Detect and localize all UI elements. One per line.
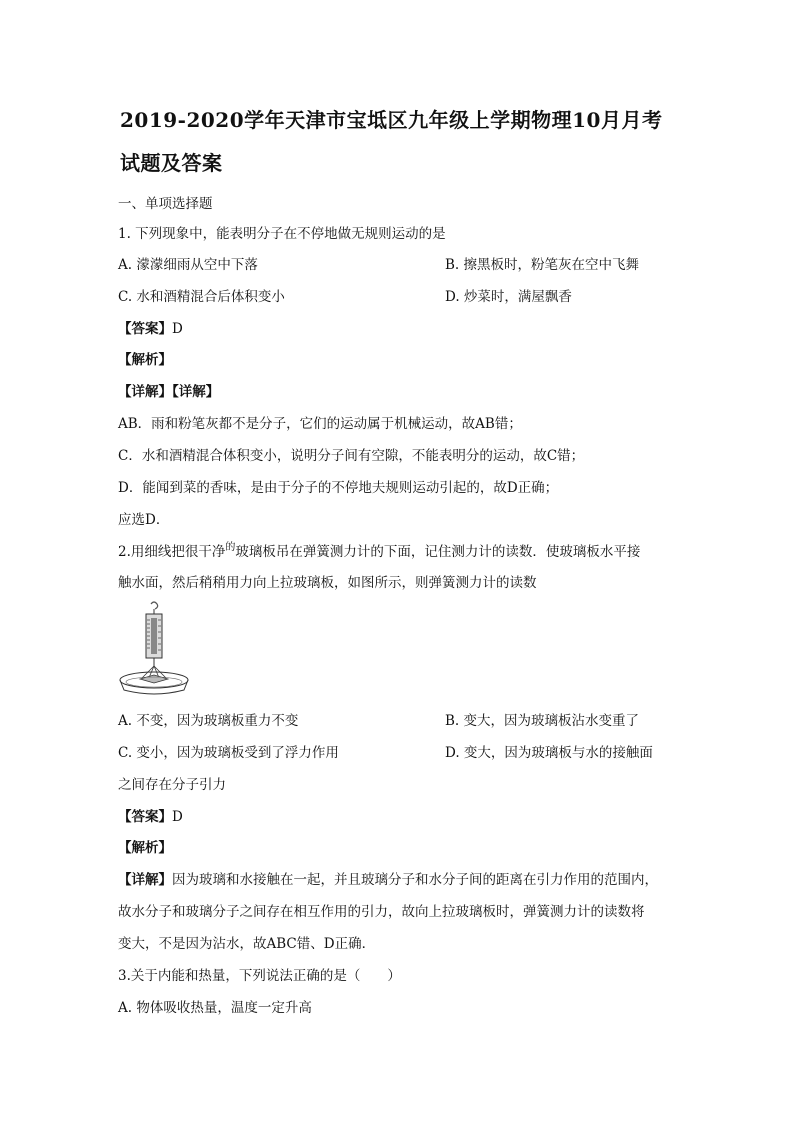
q2-option-d: D. 变大，因为玻璃板与水的接触面	[445, 745, 653, 761]
q2-answer	[118, 805, 183, 825]
q2-detail-line-3: 变大，不是因为沾水，故ABC错、D正确．	[118, 936, 376, 952]
q1-detail-label: 【详解】【详解】	[118, 384, 220, 400]
section-heading: 一、单项选择题	[118, 196, 213, 212]
document-title-line-2: 试题及答案	[120, 151, 223, 175]
q2-stem-before: 2.用细线把很干净	[118, 544, 226, 560]
q1-option-a: A. 濛濛细雨从空中下落	[118, 257, 258, 273]
q2-stem-after: 玻璃板吊在弹簧测力计的下面，记住测力计的读数．使玻璃板水平接	[235, 544, 641, 560]
document-title-line-1: 2019-2020学年天津市宝坻区九年级上学期物理10月月考	[120, 108, 663, 132]
q1-analysis-label: 【解析】	[118, 352, 172, 368]
q2-stem-line-1	[118, 540, 640, 560]
q1-option-b: B. 擦黑板时，粉笔灰在空中飞舞	[445, 257, 640, 273]
q3-stem: 3.关于内能和热量，下列说法正确的是（ ）	[118, 968, 401, 984]
q1-detail-line-3: D．能闻到菜的香味，是由于分子的不停地夫规则运动引起的，故D正确；	[118, 480, 559, 496]
q1-detail-line-2: C．水和酒精混合体积变小，说明分子间有空隙，不能表明分的运动，故C错；	[118, 448, 585, 464]
q2-option-c: C. 变小，因为玻璃板受到了浮力作用	[118, 745, 339, 761]
q2-answer-label: 【答案】	[118, 809, 172, 825]
q2-option-a: A. 不变，因为玻璃板重力不变	[118, 713, 299, 729]
q1-option-c: C. 水和酒精混合后体积变小	[118, 289, 285, 305]
q2-detail-label: 【详解】	[118, 872, 172, 888]
q1-stem: 1. 下列现象中，能表明分子在不停地做无规则运动的是	[118, 226, 446, 242]
q1-answer-label: 【答案】	[118, 321, 172, 337]
q2-answer-value: D	[172, 809, 183, 825]
spring-scale-figure	[118, 600, 190, 696]
q1-detail-line-4: 应选D．	[118, 512, 170, 528]
q1-answer	[118, 317, 183, 337]
q2-detail-line-2: 故水分子和玻璃分子之间存在相互作用的引力，故向上拉玻璃板时，弹簧测力计的读数将	[118, 904, 645, 920]
q1-answer-value: D	[172, 321, 183, 337]
q2-stem-sup: 的	[225, 542, 236, 553]
q2-option-b: B. 变大，因为玻璃板沾水变重了	[445, 713, 640, 729]
q2-detail-first: 因为玻璃和水接触在一起，并且玻璃分子和水分子间的距离在引力作用的范围内，	[172, 872, 658, 888]
q1-detail-line-1: AB．雨和粉笔灰都不是分子，它们的运动属于机械运动，故AB错；	[118, 416, 522, 432]
q2-detail-line-1	[118, 868, 658, 888]
q2-option-d-continued: 之间存在分子引力	[118, 777, 226, 793]
q3-option-a: A. 物体吸收热量，温度一定升高	[118, 1000, 312, 1016]
q1-option-d: D. 炒菜时，满屋飘香	[445, 289, 572, 305]
q2-stem-line-2: 触水面，然后稍稍用力向上拉玻璃板，如图所示，则弹簧测力计的读数	[118, 575, 537, 591]
q2-analysis-label: 【解析】	[118, 840, 172, 856]
